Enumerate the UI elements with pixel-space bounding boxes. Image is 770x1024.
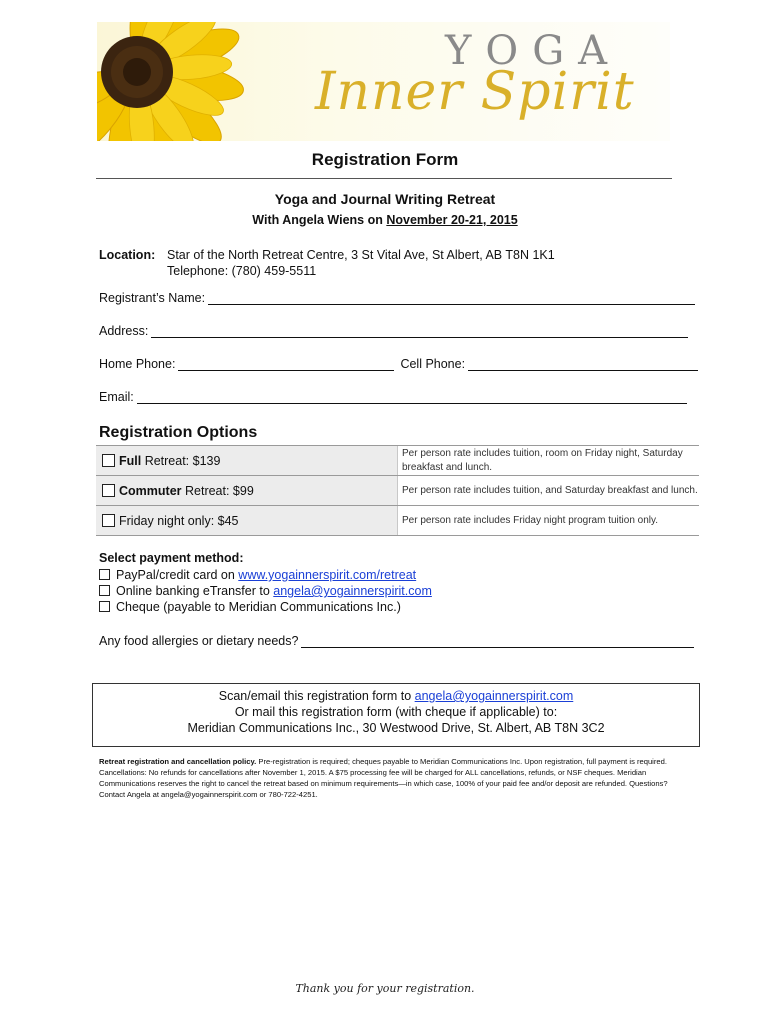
option-row-friday (96, 506, 699, 536)
option-friday-desc: Per person rate includes Friday night program tuition only. (398, 506, 700, 536)
checkbox-paypal-icon[interactable] (99, 569, 110, 580)
payment-option-cheque[interactable] (99, 600, 401, 614)
submit-address-line: Meridian Communications Inc., 30 Westwood Drive, St. Albert, AB T8N 3C2 (187, 721, 605, 735)
checkbox-cheque-icon[interactable] (99, 601, 110, 612)
logo-inner-spirit-text: Inner Spirit (315, 62, 635, 122)
option-row-commuter (96, 476, 699, 506)
checkbox-commuter-icon[interactable] (102, 484, 115, 497)
location-telephone: Telephone: (780) 459-5511 (167, 264, 317, 278)
retreat-title: Yoga and Journal Writing Retreat (274, 191, 496, 207)
cell-phone-field[interactable] (468, 358, 698, 371)
cell-phone-label: Cell Phone: (400, 357, 466, 371)
paypal-link[interactable]: www.yogainnerspirit.com/retreat (238, 568, 417, 582)
option-friday[interactable] (96, 506, 398, 536)
option-full[interactable] (96, 446, 398, 476)
submit-email-line (93, 688, 699, 704)
submit-email-link[interactable]: angela@yogainnerspirit.com (414, 689, 574, 703)
sunflower-icon (97, 22, 327, 141)
address-label: Address: (99, 324, 149, 338)
retreat-date: November 20-21, 2015 (386, 213, 518, 227)
option-full-bold: Full (119, 453, 142, 468)
logo-yoga-text: YOGA (445, 28, 622, 74)
submit-email-text: Scan/email this registration form to (218, 689, 415, 703)
allergies-row (99, 634, 694, 648)
option-row-full (96, 446, 699, 476)
title-divider (96, 178, 672, 179)
registrant-name-field[interactable] (208, 292, 695, 305)
etransfer-text: Online banking eTransfer to (116, 584, 274, 598)
policy-text: Pre-registration is required; cheques payable to Meridian Communications Inc. Upon registration, full payment is required. Cancellations: No refunds for cancellations after November 1, 2015. A $75 processing fee will be charged for ALL cancellations, refunds, or NSF cheques. Meridian Communications reserves the right to cancel the retreat based on minimum requirements—in which case, 100% of your paid fee and/or deposit are refunded. Questions? Contact Angela at angela@yogainnerspirit.com or 780-722-4251. (99, 757, 668, 799)
payment-option-etransfer[interactable] (99, 584, 432, 598)
thank-you-note: Thank you for your registration. (295, 982, 475, 995)
location-address: Star of the North Retreat Centre, 3 St Vital Ave, St Albert, AB T8N 1K1 (167, 248, 555, 262)
home-phone-label: Home Phone: (99, 357, 176, 371)
policy-title: Retreat registration and cancellation policy. (99, 757, 257, 766)
cancellation-policy (99, 756, 689, 800)
registration-options-title: Registration Options (99, 424, 258, 441)
registration-options-table (96, 445, 699, 536)
option-commuter[interactable] (96, 476, 398, 506)
home-phone-field[interactable] (178, 358, 394, 371)
option-friday-price: Friday night only: $45 (119, 513, 239, 528)
option-commuter-price: Retreat: $99 (181, 483, 254, 498)
location-label: Location: (99, 248, 156, 262)
retreat-with-text: With Angela Wiens on (252, 213, 387, 227)
checkbox-etransfer-icon[interactable] (99, 585, 110, 596)
registrant-name-label: Registrant’s Name: (99, 291, 206, 305)
header-banner (97, 22, 670, 141)
payment-option-paypal[interactable] (99, 568, 416, 582)
phone-row (99, 357, 698, 371)
submission-instructions-box (92, 683, 700, 747)
submit-mail-line: Or mail this registration form (with cheque if applicable) to: (234, 705, 558, 719)
checkbox-friday-icon[interactable] (102, 514, 115, 527)
cheque-text: Cheque (payable to Meridian Communications Inc.) (116, 600, 401, 614)
address-field[interactable] (151, 325, 688, 338)
checkbox-full-icon[interactable] (102, 454, 115, 467)
allergies-field[interactable] (301, 635, 694, 648)
option-full-price: Retreat: $139 (141, 453, 221, 468)
etransfer-link[interactable]: angela@yogainnerspirit.com (273, 584, 432, 598)
email-label: Email: (99, 390, 134, 404)
email-field[interactable] (137, 391, 687, 404)
address-row (99, 324, 688, 338)
retreat-subtitle (0, 213, 770, 227)
option-commuter-desc: Per person rate includes tuition, and Saturday breakfast and lunch. (398, 476, 700, 506)
form-title: Registration Form (311, 150, 459, 169)
registrant-name-row (99, 291, 695, 305)
payment-title: Select payment method: (99, 551, 244, 565)
option-full-desc: Per person rate includes tuition, room on Friday night, Saturday breakfast and lunch. (398, 446, 700, 476)
email-row (99, 390, 687, 404)
allergies-label: Any food allergies or dietary needs? (99, 634, 299, 648)
paypal-text: PayPal/credit card on (116, 568, 239, 582)
option-commuter-bold: Commuter (119, 483, 182, 498)
